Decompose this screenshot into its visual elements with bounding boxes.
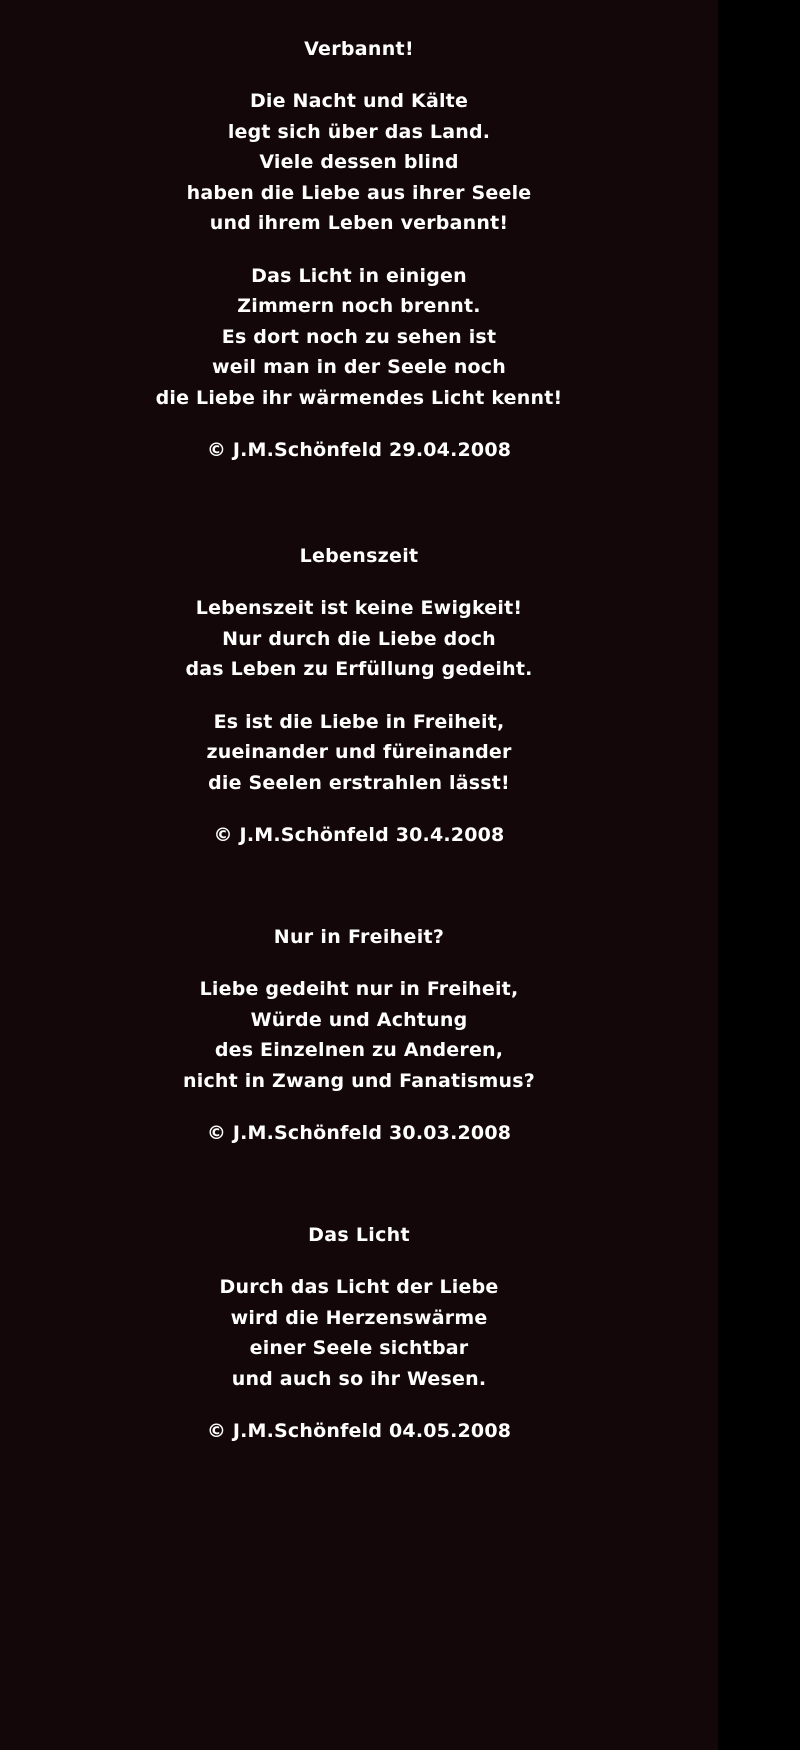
poem-line: weil man in der Seele noch (211, 356, 506, 378)
poem-line: und ihrem Leben verbannt! (209, 212, 509, 234)
poem-line: Lebenszeit ist keine Ewigkeit! (195, 597, 523, 619)
poem-stanza (0, 86, 718, 239)
poem-title: Lebenszeit (299, 545, 419, 567)
poem-line: einer Seele sichtbar (249, 1337, 469, 1359)
poem-line: Würde und Achtung (250, 1008, 468, 1031)
poem-line: Durch das Licht der Liebe (219, 1276, 499, 1298)
poem-line: Nur durch die Liebe doch (222, 627, 496, 650)
poem-stanza (0, 974, 718, 1096)
poem-title: Nur in Freiheit? (273, 926, 445, 948)
poem-line: des Einzelnen zu Anderen, (214, 1039, 504, 1061)
poem-nur-in-freiheit (0, 922, 718, 1148)
poem-lebenszeit (0, 541, 718, 850)
poem-line: wird die Herzenswärme (230, 1306, 488, 1329)
poem-line: nicht in Zwang und Fanatismus? (183, 1069, 535, 1092)
poem-line: Zimmern noch brennt. (237, 295, 481, 317)
poem-separator (0, 465, 718, 541)
poem-line: Liebe gedeiht nur in Freiheit, (199, 978, 519, 1000)
poem-credit: © J.M.Schönfeld 30.03.2008 (206, 1122, 512, 1144)
poem-stanza (0, 261, 718, 414)
poem-stanza (0, 1272, 718, 1394)
poem-separator (0, 850, 718, 922)
poem-line: haben die Liebe aus ihrer Seele (186, 181, 532, 204)
poem-line: die Liebe ihr wärmendes Licht kennt! (155, 386, 563, 409)
poem-credit: © J.M.Schönfeld 30.4.2008 (213, 824, 505, 846)
poem-stanza (0, 707, 718, 799)
poem-line: das Leben zu Erfüllung gedeiht. (185, 658, 533, 680)
poem-title: Das Licht (308, 1224, 410, 1246)
poem-line: die Seelen erstrahlen lässt! (208, 771, 510, 794)
poem-line: und auch so ihr Wesen. (231, 1367, 487, 1390)
poem-stanza (0, 593, 718, 685)
poem-verbannt (0, 34, 718, 465)
poem-line: Viele dessen blind (259, 151, 459, 173)
poem-line: Es ist die Liebe in Freiheit, (213, 710, 505, 733)
poem-line: Es dort noch zu sehen ist (221, 325, 497, 348)
poem-das-licht (0, 1220, 718, 1446)
poem-line: legt sich über das Land. (227, 120, 491, 143)
poem-line: Die Nacht und Kälte (249, 90, 469, 112)
poem-credit: © J.M.Schönfeld 29.04.2008 (206, 439, 512, 461)
poem-line: zueinander und füreinander (206, 741, 512, 763)
poem-separator (0, 1148, 718, 1220)
poem-line: Das Licht in einigen (251, 264, 467, 287)
poem-credit: © J.M.Schönfeld 04.05.2008 (206, 1420, 512, 1442)
poem-title: Verbannt! (304, 38, 414, 60)
